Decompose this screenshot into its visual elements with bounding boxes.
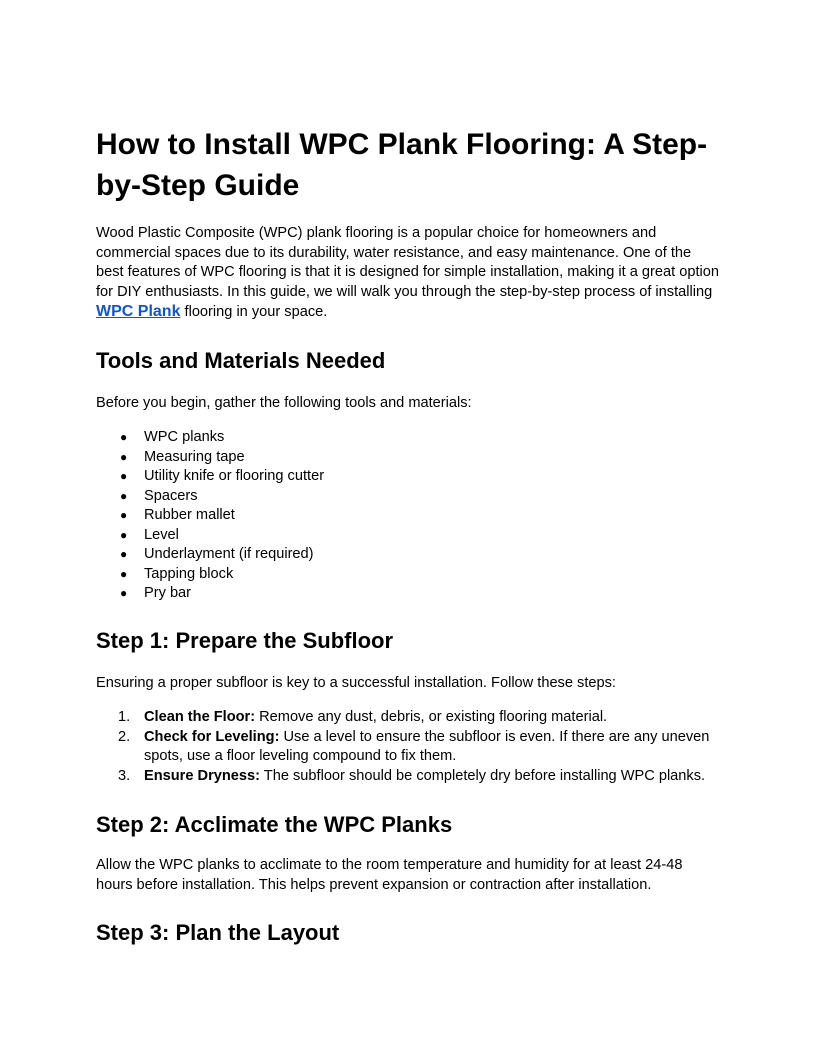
list-item-text: Measuring tape [144,448,245,465]
bullet-icon: ● [120,586,128,600]
list-item [96,708,720,728]
list-item [96,487,720,507]
intro-paragraph [96,224,720,323]
list-item [96,428,720,448]
list-item-text: WPC planks [144,429,225,445]
list-item [96,448,720,468]
tools-heading: Tools and Materials Needed [96,348,386,373]
list-item-number: 3. [118,767,131,784]
bullet-icon: ● [120,547,128,561]
list-item [96,467,720,487]
tools-list [96,428,720,604]
step2-heading: Step 2: Acclimate the WPC Planks [96,812,453,837]
intro-text-before-link: Wood Plastic Composite (WPC) plank flooring is a popular choice for homeowners and commercial spaces due to its durability, water resistance, and easy maintenance. One of the best features of WPC flooring is that it is designed for simple installation, making it a great option for DIY enthusiasts. In this guide, we will walk you through the step-by-step process of installing [96,225,719,300]
list-item-text: Rubber mallet [144,507,235,523]
list-item [96,565,720,585]
list-item-text: Underlayment (if required) [144,546,314,562]
bullet-icon: ● [120,488,128,503]
list-item-label: Ensure Dryness: [144,767,260,784]
step1-heading: Step 1: Prepare the Subfloor [96,628,394,653]
bullet-icon: ● [120,527,128,542]
list-item-text: Remove any dust, debris, or existing flooring material. [255,709,608,725]
list-item-text: Use a level to ensure the subfloor is even. If there are any uneven spots, use a floor leveling compound to fix them. [144,728,710,764]
step3-heading: Step 3: Plan the Layout [96,920,340,945]
list-item-number: 1. [118,709,131,725]
list-item-label: Check for Leveling: [144,728,280,745]
list-item-text: The subfloor should be completely dry before installing WPC planks. [260,767,706,784]
list-item-text: Spacers [144,487,198,504]
list-item-label: Clean the Floor: [144,709,256,725]
bullet-icon: ● [120,449,128,464]
list-item-text: Level [144,526,179,543]
intro-text-after-link: flooring in your space. [180,304,328,320]
list-item-text: Pry bar [144,585,192,601]
tools-lead: Before you begin, gather the following tools and materials: [96,395,472,411]
page-title: How to Install WPC Plank Flooring: A Step-by-Step Guide [96,128,708,202]
step1-list [96,708,720,786]
bullet-icon: ● [120,566,128,581]
list-item-text: Utility knife or flooring cutter [144,468,325,484]
bullet-icon: ● [120,469,128,483]
list-item [96,545,720,565]
bullet-icon: ● [120,508,128,522]
step1-lead: Ensuring a proper subfloor is key to a successful installation. Follow these steps: [96,675,616,691]
list-item [96,506,720,526]
list-item [96,728,720,767]
step2-body: Allow the WPC planks to acclimate to the room temperature and humidity for at least 24-48 hours before installation. This helps prevent expansion or contraction after installation. [96,857,683,893]
wpc-plank-link[interactable]: WPC Plank [96,303,181,320]
list-item [96,526,720,546]
list-item [96,584,720,604]
bullet-icon: ● [120,430,128,444]
list-item-text: Tapping block [144,565,234,582]
list-item-number: 2. [118,728,131,745]
list-item [96,767,720,787]
